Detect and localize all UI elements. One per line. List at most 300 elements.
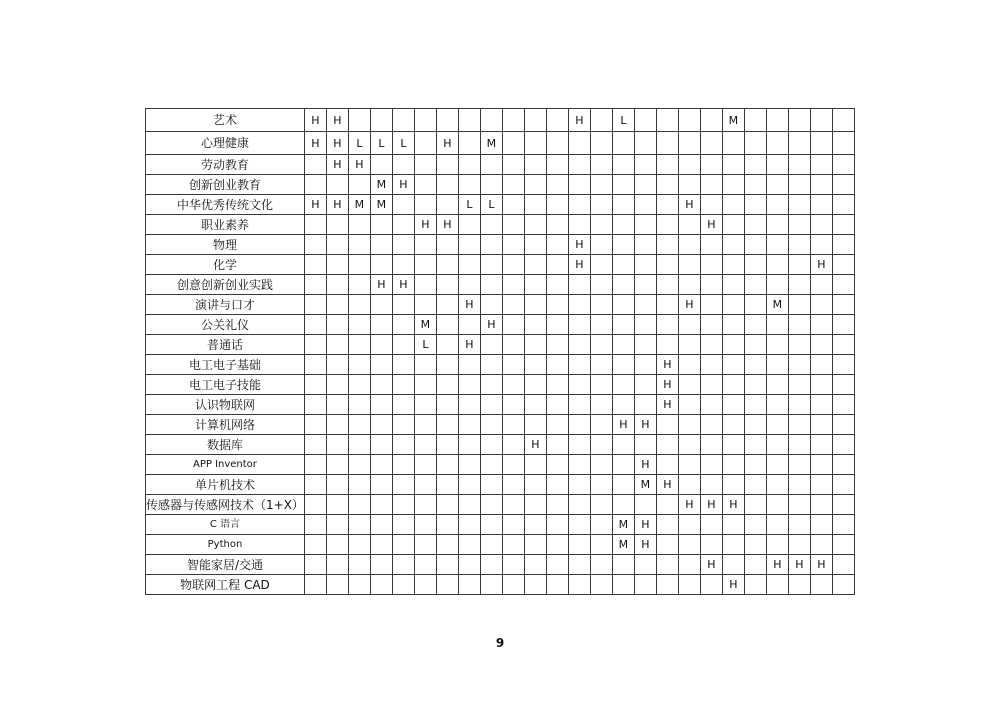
mark-cell [810,475,832,495]
mark-cell [392,435,414,455]
mark-cell [502,175,524,195]
mark-cell [502,535,524,555]
mark-cell [656,275,678,295]
mark-cell [832,415,854,435]
mark-cell [634,335,656,355]
mark-cell [700,535,722,555]
mark-cell [568,435,590,455]
mark-cell [370,215,392,235]
mark-cell [568,495,590,515]
mark-cell [810,175,832,195]
mark-cell [304,155,326,175]
mark-cell [788,415,810,435]
mark-cell [370,475,392,495]
mark-cell [370,335,392,355]
mark-cell [348,175,370,195]
mark-cell [414,355,436,375]
mark-cell [414,535,436,555]
mark-cell [656,215,678,235]
mark-cell [722,395,744,415]
mark-cell [524,255,546,275]
mark-cell: M [766,295,788,315]
mark-cell: H [348,155,370,175]
mark-cell: H [722,575,744,595]
mark-cell [436,295,458,315]
mark-cell [612,295,634,315]
mark-cell [634,355,656,375]
mark-cell [414,455,436,475]
mark-cell [678,555,700,575]
mark-cell [480,515,502,535]
mark-cell [810,132,832,155]
mark-cell [326,335,348,355]
mark-cell [348,475,370,495]
mark-cell [436,335,458,355]
mark-cell [370,535,392,555]
mark-cell [678,255,700,275]
mark-cell [832,315,854,335]
mark-cell [524,495,546,515]
mark-cell [832,295,854,315]
mark-cell [810,415,832,435]
mark-cell [524,455,546,475]
mark-cell: H [304,195,326,215]
mark-cell [788,375,810,395]
mark-cell [326,395,348,415]
mark-cell [678,235,700,255]
mark-cell: H [326,109,348,132]
mark-cell [678,215,700,235]
mark-cell [326,435,348,455]
mark-cell [612,275,634,295]
mark-cell [590,495,612,515]
mark-cell: H [480,315,502,335]
mark-cell [612,395,634,415]
mark-cell [392,455,414,475]
mark-cell [568,575,590,595]
mark-cell [832,375,854,395]
mark-cell [700,315,722,335]
mark-cell [744,175,766,195]
mark-cell [722,335,744,355]
mark-cell: H [304,132,326,155]
mark-cell: H [326,195,348,215]
mark-cell [546,109,568,132]
mark-cell [766,275,788,295]
mark-cell [788,235,810,255]
table-row [146,475,855,495]
mark-cell [744,335,766,355]
course-name-cell: APP Inventor [146,455,305,475]
mark-cell [392,495,414,515]
mark-cell [458,375,480,395]
mark-cell [436,109,458,132]
mark-cell [590,455,612,475]
mark-cell [502,355,524,375]
mark-cell [590,295,612,315]
table-row [146,535,855,555]
mark-cell [326,535,348,555]
mark-cell [414,475,436,495]
mark-cell [458,215,480,235]
mark-cell [656,132,678,155]
mark-cell [348,355,370,375]
mark-cell [634,435,656,455]
mark-cell [832,495,854,515]
course-name-cell: C 语言 [146,515,305,535]
mark-cell [326,495,348,515]
mark-cell [546,475,568,495]
mark-cell [678,395,700,415]
mark-cell [414,435,436,455]
mark-cell [678,535,700,555]
mark-cell [370,155,392,175]
mark-cell [810,275,832,295]
mark-cell [304,475,326,495]
mark-cell [744,535,766,555]
mark-cell [788,355,810,375]
mark-cell [766,175,788,195]
mark-cell: H [678,295,700,315]
mark-cell [326,515,348,535]
mark-cell [788,215,810,235]
mark-cell: L [370,132,392,155]
mark-cell [744,455,766,475]
mark-cell [502,395,524,415]
mark-cell [502,315,524,335]
mark-cell [568,175,590,195]
mark-cell [348,375,370,395]
mark-cell [480,475,502,495]
mark-cell [546,455,568,475]
mark-cell [612,175,634,195]
mark-cell [744,415,766,435]
mark-cell [480,215,502,235]
mark-cell [832,155,854,175]
mark-cell [524,215,546,235]
course-name-cell: Python [146,535,305,555]
mark-cell [524,575,546,595]
mark-cell [414,175,436,195]
mark-cell [590,375,612,395]
mark-cell [612,255,634,275]
mark-cell [788,255,810,275]
mark-cell: H [436,215,458,235]
mark-cell [304,455,326,475]
mark-cell [634,235,656,255]
mark-cell [788,175,810,195]
mark-cell [480,235,502,255]
mark-cell [502,495,524,515]
table-row [146,132,855,155]
mark-cell [656,235,678,255]
table-row [146,355,855,375]
mark-cell [590,195,612,215]
mark-cell [304,235,326,255]
mark-cell [392,315,414,335]
mark-cell: M [612,515,634,535]
mark-cell [304,295,326,315]
mark-cell [744,215,766,235]
mark-cell [568,395,590,415]
mark-cell [722,375,744,395]
mark-cell: H [458,335,480,355]
mark-cell [766,375,788,395]
mark-cell [634,575,656,595]
mark-cell [678,315,700,335]
mark-cell [612,215,634,235]
mark-cell [392,475,414,495]
mark-cell [524,375,546,395]
mark-cell [436,515,458,535]
mark-cell [502,515,524,535]
mark-cell [546,235,568,255]
mark-cell [766,495,788,515]
mark-cell [590,132,612,155]
mark-cell [502,155,524,175]
mark-cell [590,235,612,255]
mark-cell [546,295,568,315]
mark-cell [546,535,568,555]
mark-cell: H [700,215,722,235]
mark-cell [370,515,392,535]
mark-cell [436,415,458,435]
mark-cell [810,435,832,455]
mark-cell [326,475,348,495]
mark-cell: L [414,335,436,355]
mark-cell [436,555,458,575]
mark-cell: H [634,455,656,475]
mark-cell [678,375,700,395]
mark-cell [766,515,788,535]
mark-cell [458,395,480,415]
mark-cell [788,535,810,555]
mark-cell [832,395,854,415]
course-name-cell: 单片机技术 [146,475,305,495]
mark-cell: H [788,555,810,575]
mark-cell: M [370,195,392,215]
mark-cell [612,235,634,255]
mark-cell [568,455,590,475]
mark-cell [612,575,634,595]
mark-cell [700,395,722,415]
mark-cell [392,415,414,435]
mark-cell [832,355,854,375]
mark-cell [304,395,326,415]
mark-cell [568,475,590,495]
mark-cell [392,335,414,355]
mark-cell [700,295,722,315]
mark-cell [568,335,590,355]
mark-cell [722,235,744,255]
mark-cell [436,575,458,595]
mark-cell [766,315,788,335]
table-row [146,515,855,535]
mark-cell [458,535,480,555]
mark-cell [590,435,612,455]
mark-cell: L [612,109,634,132]
table-row [146,155,855,175]
mark-cell [744,275,766,295]
mark-cell [810,495,832,515]
table-row [146,175,855,195]
mark-cell [832,435,854,455]
mark-cell [766,155,788,175]
mark-cell [304,535,326,555]
mark-cell [612,375,634,395]
mark-cell: H [810,255,832,275]
mark-cell: L [348,132,370,155]
mark-cell [656,195,678,215]
mark-cell [832,515,854,535]
mark-cell [788,495,810,515]
course-name-cell: 创意创新创业实践 [146,275,305,295]
mark-cell [414,155,436,175]
mark-cell [458,515,480,535]
table-row [146,495,855,515]
mark-cell [326,255,348,275]
matrix-body [146,109,855,595]
mark-cell [722,535,744,555]
mark-cell [810,109,832,132]
course-name-cell: 普通话 [146,335,305,355]
mark-cell [370,395,392,415]
mark-cell [348,435,370,455]
mark-cell [568,275,590,295]
mark-cell [788,455,810,475]
mark-cell [480,375,502,395]
mark-cell [546,355,568,375]
mark-cell: H [656,375,678,395]
mark-cell [744,495,766,515]
mark-cell [326,295,348,315]
mark-cell [436,375,458,395]
mark-cell [348,555,370,575]
mark-cell [744,395,766,415]
mark-cell [744,375,766,395]
table-row [146,555,855,575]
mark-cell [546,395,568,415]
mark-cell [458,132,480,155]
mark-cell [700,175,722,195]
mark-cell [634,175,656,195]
mark-cell [502,235,524,255]
mark-cell [722,515,744,535]
mark-cell [656,515,678,535]
mark-cell [568,515,590,535]
mark-cell [348,215,370,235]
mark-cell: H [678,195,700,215]
mark-cell [568,195,590,215]
mark-cell [722,155,744,175]
course-name-cell: 公关礼仪 [146,315,305,335]
mark-cell [744,235,766,255]
mark-cell [678,475,700,495]
mark-cell [678,355,700,375]
mark-cell: L [480,195,502,215]
mark-cell [436,275,458,295]
mark-cell [524,315,546,335]
course-name-cell: 艺术 [146,109,305,132]
table-row [146,235,855,255]
mark-cell [436,395,458,415]
mark-cell [502,415,524,435]
mark-cell [590,215,612,235]
mark-cell [348,109,370,132]
mark-cell [524,335,546,355]
mark-cell [436,155,458,175]
mark-cell: H [722,495,744,515]
mark-cell [766,475,788,495]
mark-cell [722,195,744,215]
mark-cell [810,535,832,555]
mark-cell [612,435,634,455]
mark-cell [546,575,568,595]
mark-cell [304,515,326,535]
mark-cell [810,215,832,235]
mark-cell [590,155,612,175]
mark-cell [766,335,788,355]
mark-cell [370,109,392,132]
mark-cell [392,235,414,255]
mark-cell: M [722,109,744,132]
mark-cell [568,215,590,235]
mark-cell [744,295,766,315]
mark-cell [590,475,612,495]
mark-cell [392,109,414,132]
page-number: 9 [495,636,505,650]
mark-cell [590,109,612,132]
mark-cell [832,195,854,215]
mark-cell [304,415,326,435]
mark-cell [414,575,436,595]
mark-cell [810,375,832,395]
mark-cell [502,132,524,155]
mark-cell [722,315,744,335]
mark-cell [722,475,744,495]
mark-cell [700,455,722,475]
mark-cell [414,495,436,515]
mark-cell [634,215,656,235]
mark-cell: H [326,132,348,155]
mark-cell: H [634,535,656,555]
mark-cell [590,175,612,195]
mark-cell [810,455,832,475]
mark-cell [370,455,392,475]
mark-cell [612,155,634,175]
mark-cell [678,415,700,435]
mark-cell [700,255,722,275]
mark-cell [590,255,612,275]
mark-cell [458,315,480,335]
mark-cell [678,455,700,475]
mark-cell [546,335,568,355]
mark-cell [568,315,590,335]
table-row [146,575,855,595]
mark-cell [700,155,722,175]
mark-cell [568,555,590,575]
mark-cell: H [414,215,436,235]
mark-cell [700,515,722,535]
mark-cell [744,132,766,155]
table-row [146,215,855,235]
mark-cell [436,535,458,555]
mark-cell [304,355,326,375]
mark-cell [458,555,480,575]
mark-cell [546,375,568,395]
mark-cell [480,435,502,455]
mark-cell [502,255,524,275]
